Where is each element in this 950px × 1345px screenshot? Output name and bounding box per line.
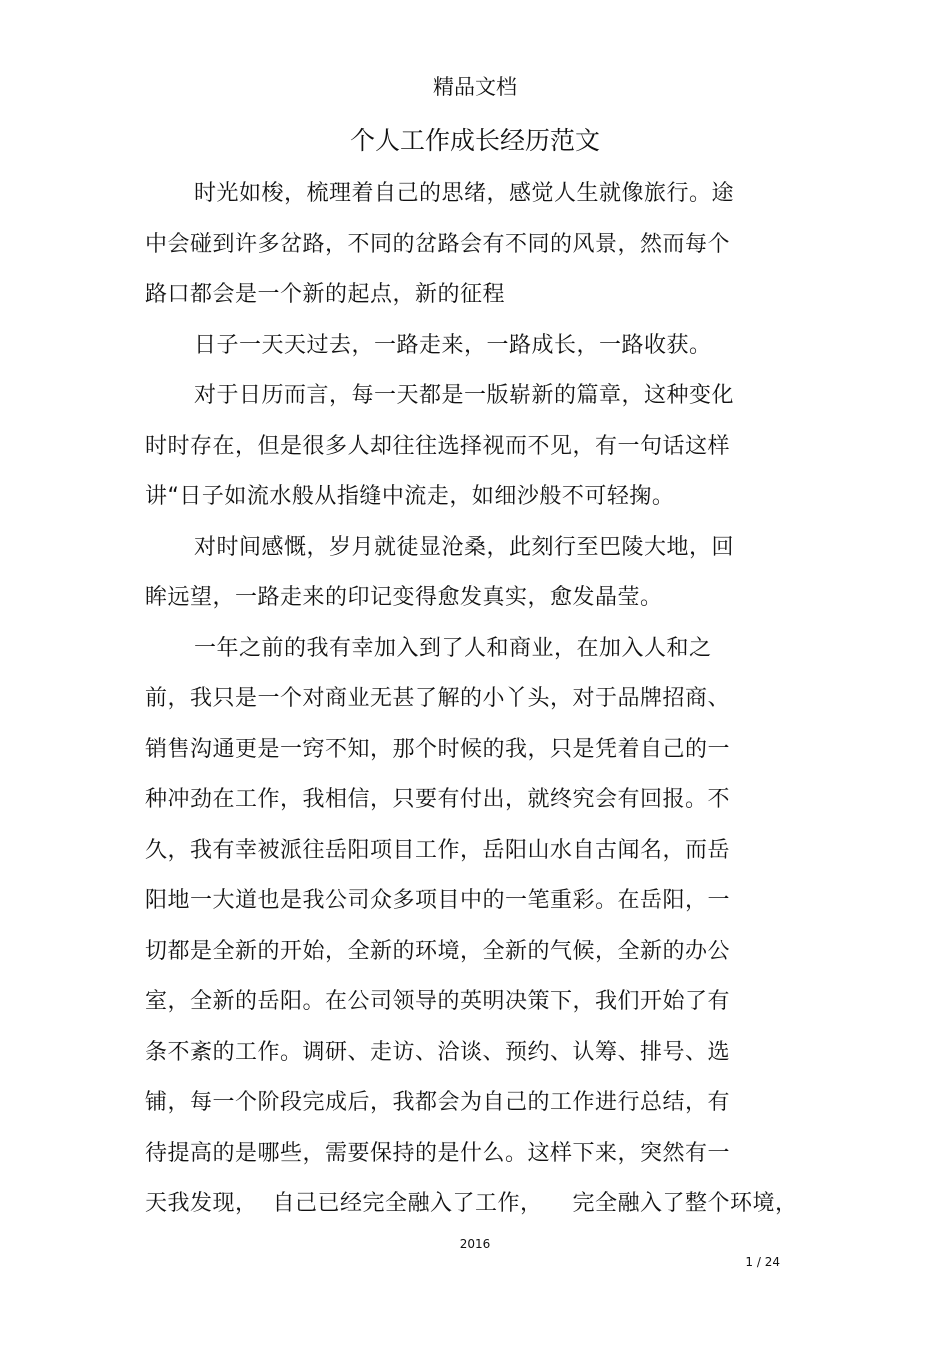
text-line: 天我发现， 自己已经完全融入了工作， 完全融入了整个环境， bbox=[145, 1191, 798, 1216]
page-number: 1 / 24 bbox=[745, 1255, 780, 1269]
text-line: 久，我有幸被派往岳阳项目工作，岳阳山水自古闻名，而岳 bbox=[145, 837, 731, 863]
text-line: 待提高的是哪些，需要保持的是什么。这样下来，突然有一 bbox=[145, 1140, 731, 1166]
text-line: 路口都会是一个新的起点，新的征程 bbox=[145, 282, 506, 307]
page-header: 精品文档 bbox=[433, 75, 517, 99]
text-line: 室，全新的岳阳。在公司领导的英明决策下，我们开始了有 bbox=[145, 989, 731, 1014]
text-line: 眸远望，一路走来的印记变得愈发真实，愈发晶莹。 bbox=[145, 585, 663, 610]
text-line: 切都是全新的开始，全新的环境，全新的气候，全新的办公 bbox=[145, 938, 731, 964]
text-line: 条不紊的工作。调研、走访、洽谈、预约、认筹、排号、选 bbox=[145, 1039, 731, 1065]
text-line: 种冲劲在工作，我相信，只要有付出，就终究会有回报。不 bbox=[145, 787, 731, 812]
text-line: 时光如梭，梳理着自己的思绪，感觉人生就像旅行。途 bbox=[194, 181, 735, 206]
document-body bbox=[145, 176, 805, 1237]
text-line: 日子一天天过去，一路走来，一路成长，一路收获。 bbox=[194, 332, 712, 358]
text-line: 时时存在，但是很多人却往往选择视而不见，有一句话这样 bbox=[145, 433, 731, 459]
text-line: 销售沟通更是一窍不知，那个时候的我，只是凭着自己的一 bbox=[145, 736, 731, 762]
page-footer-year: 2016 bbox=[459, 1237, 491, 1251]
text-line: 前，我只是一个对商业无甚了解的小丫头，对于品牌招商、 bbox=[145, 686, 731, 711]
text-line: 对于日历而言，每一天都是一版崭新的篇章，这种变化 bbox=[194, 383, 735, 408]
text-line: 铺，每一个阶段完成后，我都会为自己的工作进行总结，有 bbox=[145, 1090, 731, 1115]
text-line: 讲“日子如流水般从指缝中流走，如细沙般不可轻掬。 bbox=[145, 484, 675, 509]
text-line: 阳地一大道也是我公司众多项目中的一笔重彩。在岳阳，一 bbox=[145, 888, 731, 913]
document-title: 个人工作成长经历范文 bbox=[349, 126, 600, 155]
text-line: 一年之前的我有幸加入到了人和商业，在加入人和之 bbox=[194, 635, 712, 661]
text-line: 中会碰到许多岔路，不同的岔路会有不同的风景，然而每个 bbox=[145, 231, 731, 257]
text-line: 对时间感慨，岁月就徒显沧桑，此刻行至巴陵大地，回 bbox=[194, 534, 735, 560]
